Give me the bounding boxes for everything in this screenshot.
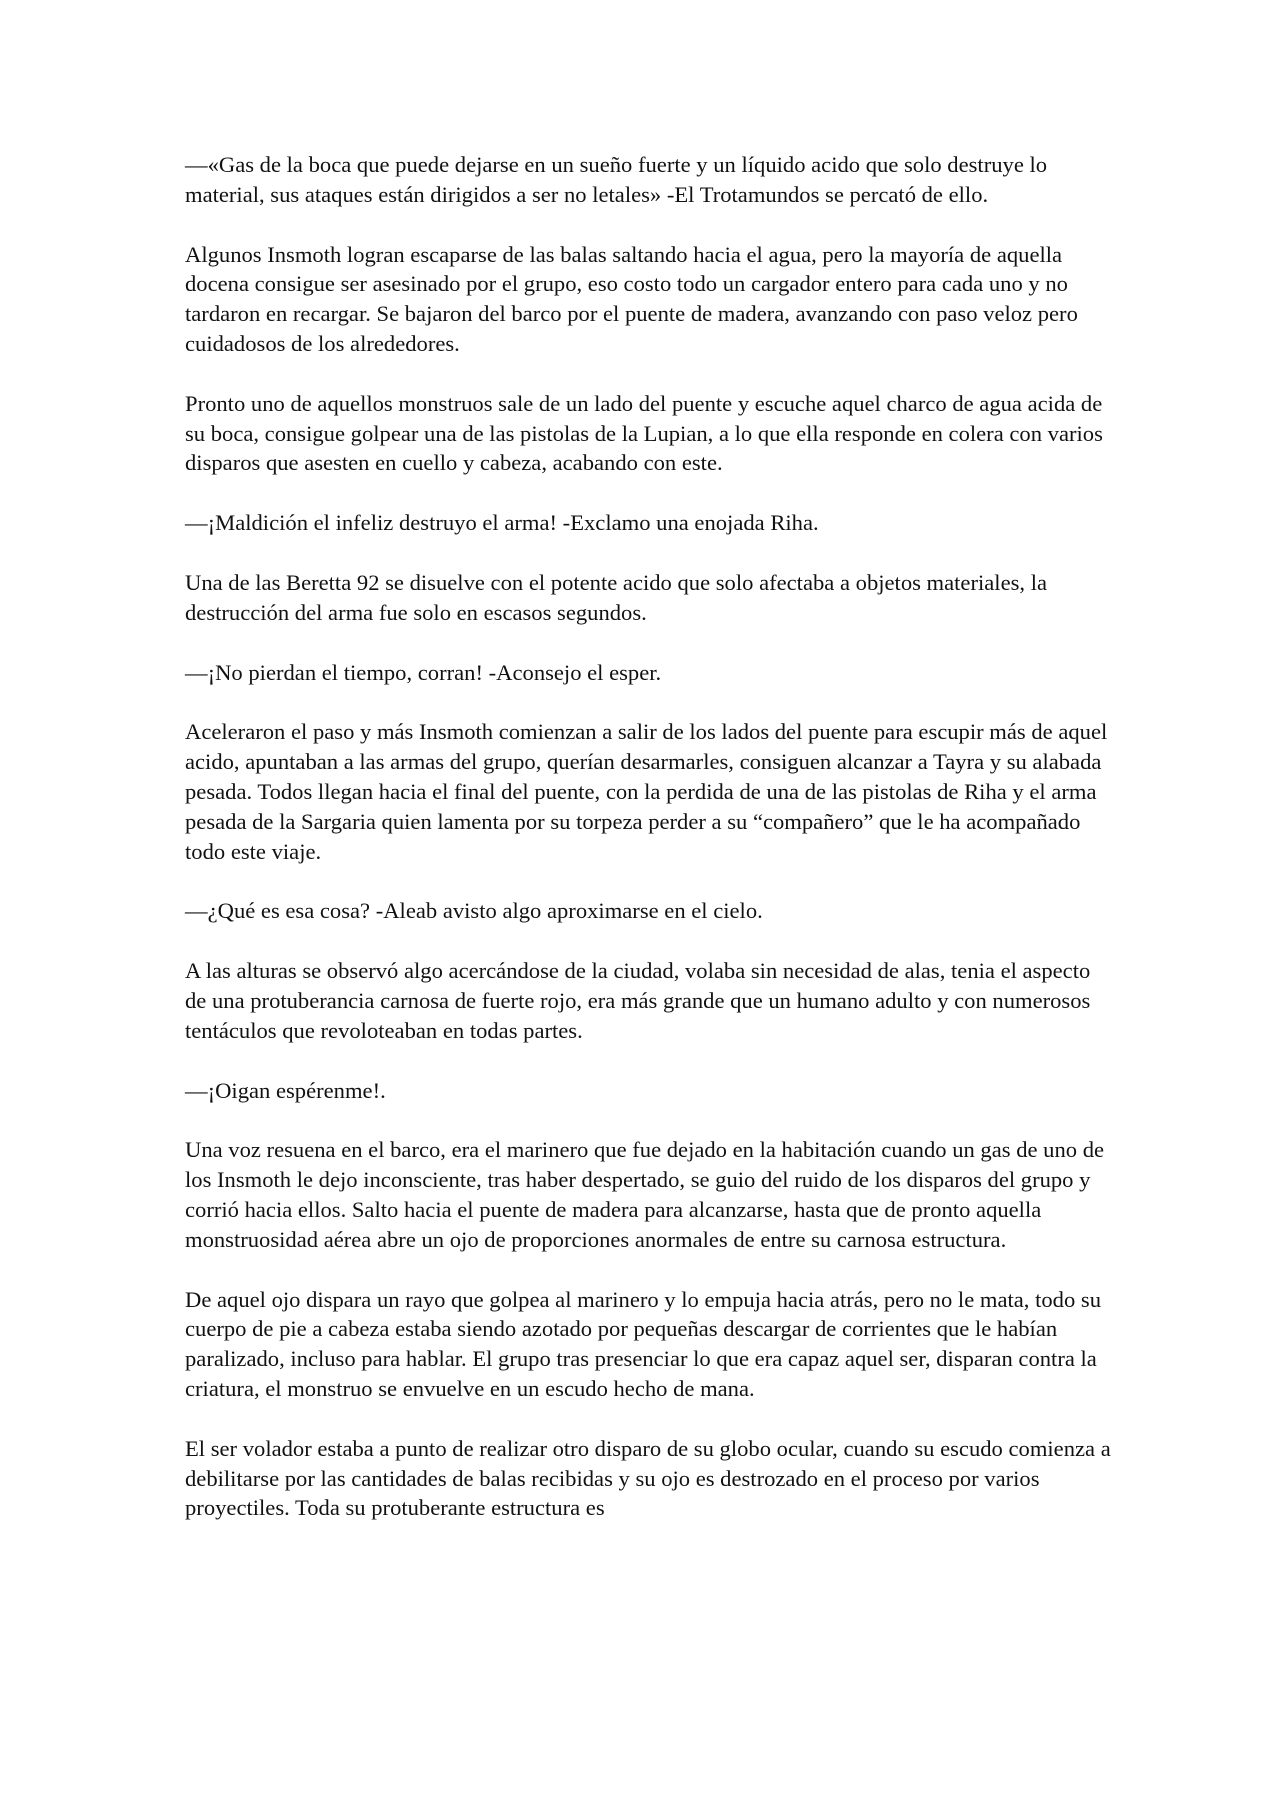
paragraph-8: —¿Qué es esa cosa? -Aleab avisto algo aproximarse en el cielo. [185,898,763,924]
paragraph-13: El ser volador estaba a punto de realizar otro disparo de su globo ocular, cuando su escudo comienza a debilitarse por las cantidades de balas recibidas y su ojo es destrozado en el proceso por varios proyectiles. Toda su protuberante estructura es [185,1435,1111,1521]
paragraph-10: —¡Oigan espérenme!. [185,1077,386,1103]
paragraph-7: Aceleraron el paso y más Insmoth comienzan a salir de los lados del puente para escupir más de aquel acido, apuntaban a las armas del grupo, querían desarmarles, consiguen alcanzar a Tayra y su alabada pesada. Todos llegan hacia el final del puente, con la perdida de una de las pistolas de Riha y el arma pesada de la Sargaria quien lamenta por su torpeza perder a su “compañero” que le ha acompañado todo este viaje. [185,719,1108,864]
paragraph-5: Una de las Beretta 92 se disuelve con el potente acido que solo afectaba a objetos materiales, la destrucción del arma fue solo en escasos segundos. [185,569,1047,625]
paragraph-6: —¡No pierdan el tiempo, corran! -Aconsejo el esper. [185,659,662,685]
paragraph-1: —«Gas de la boca que puede dejarse en un sueño fuerte y un líquido acido que solo destruye lo material, sus ataques están dirigidos a ser no letales» -El Trotamundos se percató de ello. [185,152,1048,207]
paragraph-4: —¡Maldición el infeliz destruyo el arma! -Exclamo una enojada Riha. [185,510,819,536]
paragraph-11: Una voz resuena en el barco, era el marinero que fue dejado en la habitación cuando un gas de uno de los Insmoth le dejo inconsciente, tras haber despertado, se guio del ruido de los disparos del grupo y corrió hacia ellos. Salto hacia el puente de madera para alcanzarse, hasta que de pronto aquella monstruosidad aérea abre un ojo de proporciones anormales de entre su carnosa estructura. [185,1137,1105,1252]
paragraph-12: De aquel ojo dispara un rayo que golpea al marinero y lo empuja hacia atrás, pero no le mata, todo su cuerpo de pie a cabeza estaba siendo azotado por pequeñas descargar de corrientes que le habían paralizado, incluso para hablar. El grupo tras presenciar lo que era capaz aquel ser, disparan contra la criatura, el monstruo se envuelve en un escudo hecho de mana. [185,1286,1101,1401]
paragraph-3: Pronto uno de aquellos monstruos sale de un lado del puente y escuche aquel charco de agua acida de su boca, consigue golpear una de las pistolas de la Lupian, a lo que ella responde en colera con varios disparos que asesten en cuello y cabeza, acabando con este. [185,390,1103,476]
document-body [185,150,1115,1553]
paragraph-9: A las alturas se observó algo acercándose de la ciudad, volaba sin necesidad de alas, tenia el aspecto de una protuberancia carnosa de fuerte rojo, era más grande que un humano adulto y con numerosos tentáculos que revoloteaban en todas partes. [185,958,1091,1043]
paragraph-2: Algunos Insmoth logran escaparse de las balas saltando hacia el agua, pero la mayoría de aquella docena consigue ser asesinado por el grupo, eso costo todo un cargador entero para cada uno y no tardaron en recargar. Se bajaron del barco por el puente de madera, avanzando con paso veloz pero cuidadosos de los alrededores. [185,241,1078,356]
